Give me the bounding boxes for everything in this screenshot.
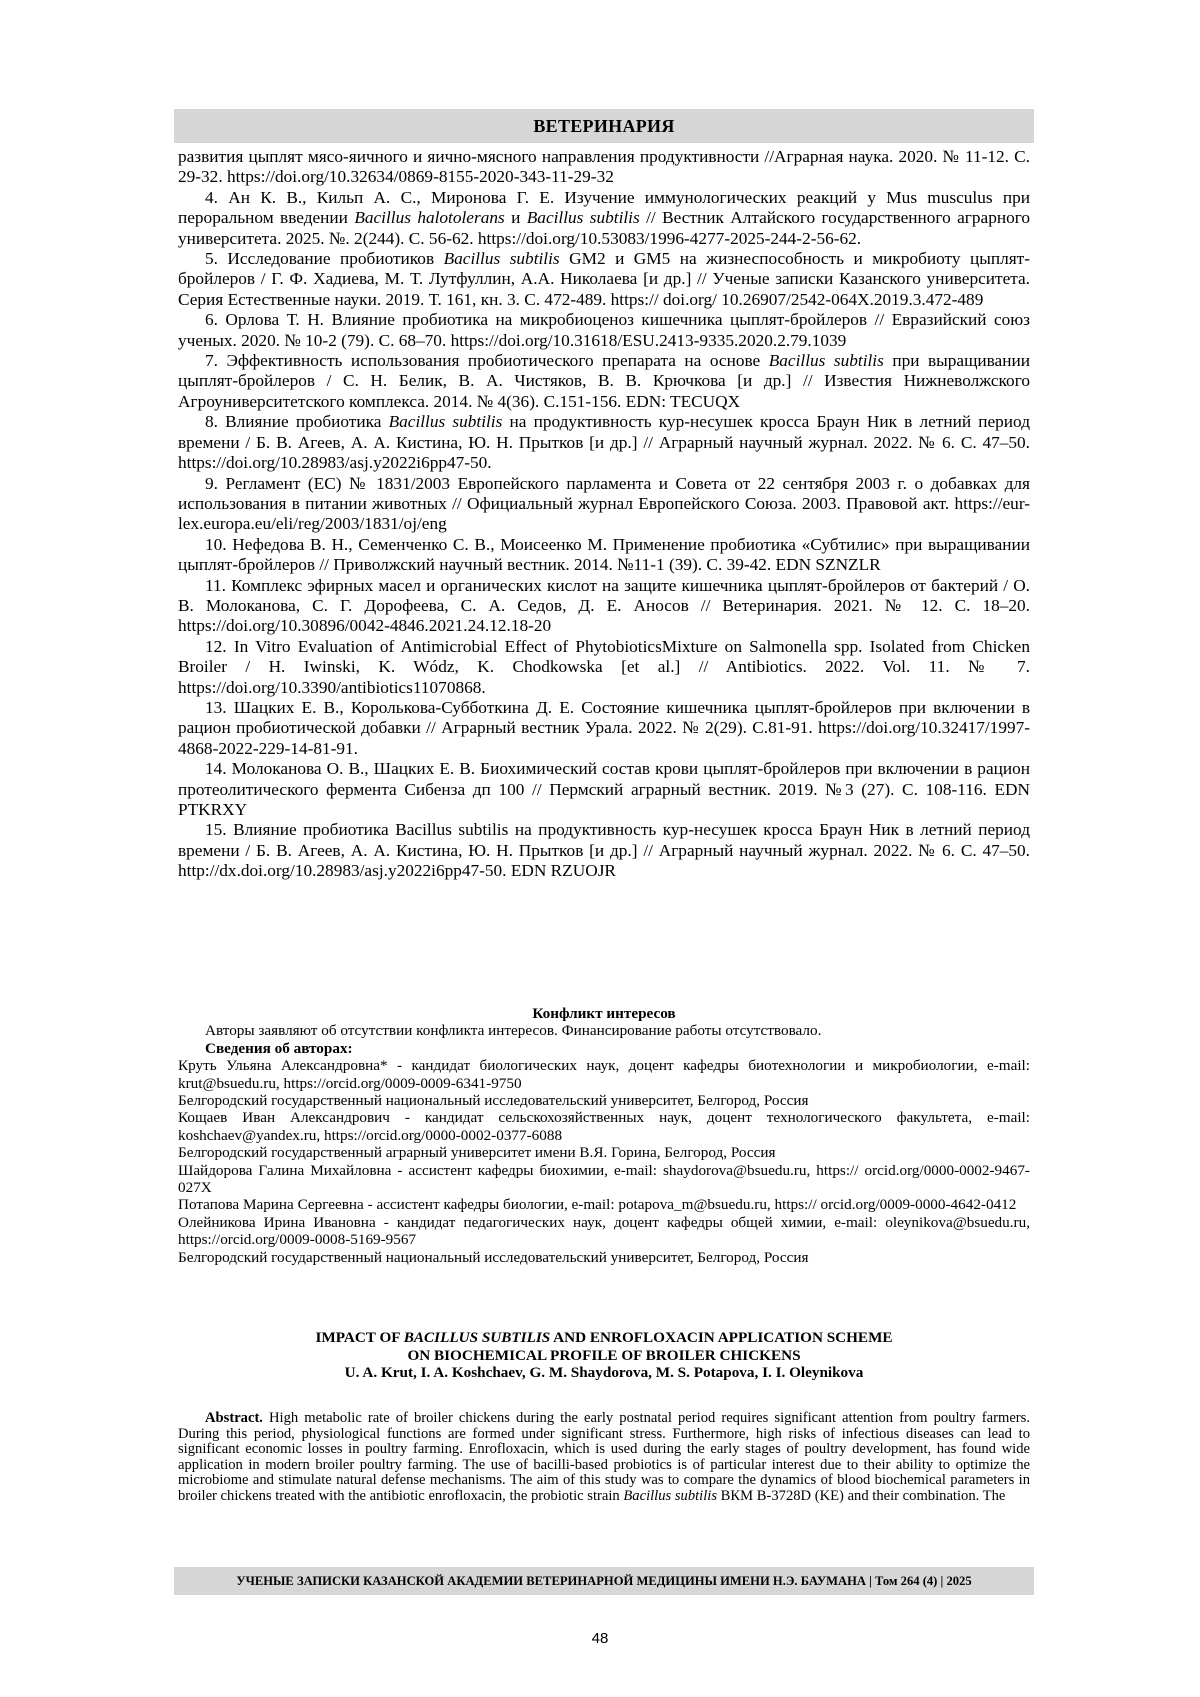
reference-italic-text: Bacillus subtilis <box>768 351 884 371</box>
reference-item <box>178 249 1030 310</box>
reference-text: 14. Молоканова О. В., Шацких Е. В. Биохимический состав крови цыплят-бройлеров при включении в рацион протеолитического фермента Сибенза дп 100 // Пермский аграрный вестник. 2019. №3 (27). С. 108-116. EDN PTKRXY <box>178 759 1030 819</box>
english-title-italic: BACILLUS SUBTILIS <box>403 1329 551 1346</box>
reference-item <box>178 474 1030 535</box>
reference-item <box>178 535 1030 576</box>
reference-item <box>178 188 1030 249</box>
reference-italic-text: Bacillus halotolerans <box>354 208 505 228</box>
author-affiliation: Белгородский государственный национальный исследовательский университет, Белгород, Россия <box>178 1248 809 1266</box>
reference-text: 9. Регламент (ЕС) № 1831/2003 Европейского парламента и Совета от 22 сентября 2003 г. о добавках для использования в питании животных // Официальный журнал Европейского Союза. 2003. Правовой акт. https://eur-lex.europa.eu/eli/reg/2003/1831/oj/eng <box>178 473 1030 534</box>
abstract-paragraph <box>178 1411 1030 1505</box>
reference-italic-text: Bacillus subtilis <box>526 208 640 228</box>
abstract-text: High metabolic rate of broiler chickens during the early postnatal period requires significant attention from poultry farmers. During this period, physiological functions are formed under significant stress. Furthermore, high risks of infectious diseases can lead to significant economic losses in poultry farming. Enrofloxacin, which is used during the early stages of poultry development, has found wide application in modern broiler poultry farming. The use of bacilli-based probiotics is of particular interest due to their ability to optimize the microbiome and stimulate natural defense mechanisms. The aim of this study was to compare the dynamics of blood biochemical parameters in broiler chickens treated with the antibiotic enrofloxacin, the probiotic strain <box>178 1410 1030 1504</box>
reference-text: 6. Орлова Т. Н. Влияние пробиотика на микробиоценоз кишечника цыплят-бройлеров // Евразийский союз ученых. 2020. № 10-2 (79). С. 68–70. https://doi.org/10.31618/ESU.2413-9335.2020.2.79.1039 <box>178 310 1030 350</box>
english-title-block <box>178 1329 1030 1382</box>
author-affiliation: Белгородский государственный аграрный университет имени В.Я. Горина, Белгород, Россия <box>178 1144 776 1162</box>
reference-text: при выращивании цыплят-бройлеров / С. Н. Белик, В. А. Чистяков, В. В. Крючкова [и др.] // Известия Нижневолжского Агроуниверситетского комплекса. 2014. № 4(36). С.151-156. EDN: TECUQX <box>178 351 1030 411</box>
reference-text: GM2 и GM5 на жизнеспособность и микробиоту цыплят-бройлеров / Г. Ф. Хадиева, М. Т. Лутфуллин, А.А. Николаева [и др.] // Ученые записки Казанского университета. Серия Естественные науки. 2019. Т. 161, кн. 3. С. 472-489. https:// doi.org/ 10.26907/2542-064X.2019.3.472-489 <box>178 249 1030 309</box>
page-number: 48 <box>591 1630 609 1647</box>
reference-list <box>178 147 1030 882</box>
author-line: Шайдорова Галина Михайловна - ассистент кафедры биохимии, e-mail: shaydorova@bsuedu.ru, https:// orcid.org/0000-0002-9467-027X <box>178 1161 1030 1197</box>
reference-item <box>178 412 1030 473</box>
author-line: Круть Ульяна Александровна* - кандидат биологических наук, доцент кафедры биотехнологии и микробиологии, e-mail: krut@bsuedu.ru, https://orcid.org/0009-0009-6341-9750 <box>178 1057 1030 1092</box>
reference-item <box>178 637 1030 698</box>
reference-item <box>178 351 1030 412</box>
abstract-label: Abstract. <box>205 1410 263 1426</box>
conflict-text: Авторы заявляют об отсутствии конфликта интересов. Финансирование работы отсутствовало. <box>205 1022 822 1040</box>
section-title: ВЕТЕРИНАРИЯ <box>533 116 675 136</box>
author-line: Потапова Марина Сергеевна - ассистент кафедры биологии, e-mail: potapova_m@bsuedu.ru, https:// orcid.org/0009-0000-4642-0412 <box>178 1196 1017 1214</box>
reference-text: 7. Эффективность использования пробиотического препарата на основе <box>205 351 769 371</box>
author-affiliation: Белгородский государственный национальный исследовательский университет, Белгород, Россия <box>178 1092 809 1110</box>
authors-heading: Сведения об авторах: <box>205 1039 353 1057</box>
reference-text: 15. Влияние пробиотика Bacillus subtilis на продуктивность кур-несушек кросса Браун Ник в летний период времени / Б. В. Агеев, А. А. Кистина, Ю. Н. Прытков [и др.] // Аграрный научный журнал. 2022. № 6. С. 47–50. http://dx.doi.org/10.28983/asj.y2022i6pp47-50. EDN RZUOJR <box>178 820 1030 881</box>
article-metadata <box>178 1005 1030 1266</box>
reference-item <box>178 576 1030 637</box>
reference-text: 5. Исследование пробиотиков <box>205 249 444 269</box>
reference-text: 10. Нефедова В. Н., Семенченко С. В., Моисеенко М. Применение пробиотика «Субтилис» при выращивании цыплят-бройлеров // Приволжский научный вестник. 2014. №11-1 (39). С. 39-42. EDN SZNZLR <box>178 534 1030 575</box>
reference-item <box>178 759 1030 820</box>
reference-text: на продуктивность кур-несушек кросса Браун Ник в летний период времени / Б. В. Агеев, А. А. Кистина, Ю. Н. Прытков [и др.] // Аграрный научный журнал. 2022. № 6. С. 47–50. https://doi.org/10.28983/asj.y2022i6pp47-50. <box>178 412 1030 473</box>
abstract-italic: Bacillus subtilis <box>623 1487 718 1504</box>
reference-text: // Вестник Алтайского государственного аграрного университета. 2025. №. 2(244). С. 56-62. https://doi.org/10.53083/1996-4277-2025-244-2-56-62. <box>178 208 1031 248</box>
reference-italic-text: Bacillus subtilis <box>388 412 503 432</box>
english-title-prefix: IMPACT OF <box>315 1329 404 1346</box>
reference-italic-text: Bacillus subtilis <box>443 249 560 269</box>
reference-item <box>178 698 1030 759</box>
abstract-text-end: ВКМ B-3728D (KE) and their combination. The <box>717 1487 1006 1504</box>
reference-item <box>178 147 1030 188</box>
reference-text: и <box>504 208 527 228</box>
journal-name: УЧЕНЫЕ ЗАПИСКИ КАЗАНСКОЙ АКАДЕМИИ ВЕТЕРИНАРНОЙ МЕДИЦИНЫ ИМЕНИ Н.Э. БАУМАНА | Том 264 (4) | 2025 <box>236 1574 972 1588</box>
abstract <box>178 1411 1030 1505</box>
reference-item <box>178 820 1030 881</box>
author-line: Олейникова Ирина Ивановна - кандидат педагогических наук, доцент кафедры общей химии, e-mail: oleynikova@bsuedu.ru, https://orcid.org/0009-0008-5169-9567 <box>178 1213 1030 1249</box>
reference-text: 8. Влияние пробиотика <box>205 412 389 432</box>
english-title-suffix: AND ENROFLOXACIN APPLICATION SCHEME <box>550 1329 893 1346</box>
author-line: Кощаев Иван Александрович - кандидат сельскохозяйственных наук, доцент технологического факультета, e-mail: koshchaev@yandex.ru, https://orcid.org/0000-0002-0377-6088 <box>178 1109 1030 1144</box>
conflict-heading: Конфликт интересов <box>532 1005 676 1022</box>
reference-text: 4. Ан К. В., Кильп А. С., Миронова Г. Е. Изучение иммунологических реакций у Mus musculus при пероральном введении <box>178 187 1030 228</box>
journal-footer <box>174 1567 1034 1595</box>
reference-text: 12. In Vitro Evaluation of Antimicrobial Effect of PhytobioticsMixture on Salmonella spp. Isolated from Chicken Broiler / H. Iwinski, K. Wódz, K. Chodkowska [et al.] // Antibiotics. 2022. Vol. 11. № 7. https://doi.org/10.3390/antibiotics11070868. <box>178 636 1030 697</box>
english-title-line-2: ON BIOCHEMICAL PROFILE OF BROILER CHICKENS <box>407 1346 801 1364</box>
reference-text: развития цыплят мясо-яичного и яично-мясного направления продуктивности //Аграрная наука. 2020. № 11-12. С. 29-32. https://doi.org/10.32634/0869-8155-2020-343-11-29-32 <box>178 147 1030 187</box>
section-header <box>174 109 1034 143</box>
reference-text: 13. Шацких Е. В., Королькова-Субботкина Д. Е. Состояние кишечника цыплят-бройлеров при включении в рацион пробиотической добавки // Аграрный вестник Урала. 2022. № 2(29). С.81-91. https://doi.org/10.32417/1997-4868-2022-229-14-81-91. <box>178 697 1030 758</box>
reference-text: 11. Комплекс эфирных масел и органических кислот на защите кишечника цыплят-бройлеров от бактерий / О. В. Молоканова, С. Г. Дорофеева, С. А. Седов, Д. Е. Аносов // Ветеринария. 2021. № 12. С. 18–20. https://doi.org/10.30896/0042-4846.2021.24.12.18-20 <box>178 575 1030 636</box>
english-title-line-1 <box>178 1329 1030 1347</box>
reference-item <box>178 310 1030 351</box>
english-authors: U. A. Krut, I. A. Koshchaev, G. M. Shaydorova, M. S. Potapova, I. I. Oleynikova <box>344 1364 864 1382</box>
